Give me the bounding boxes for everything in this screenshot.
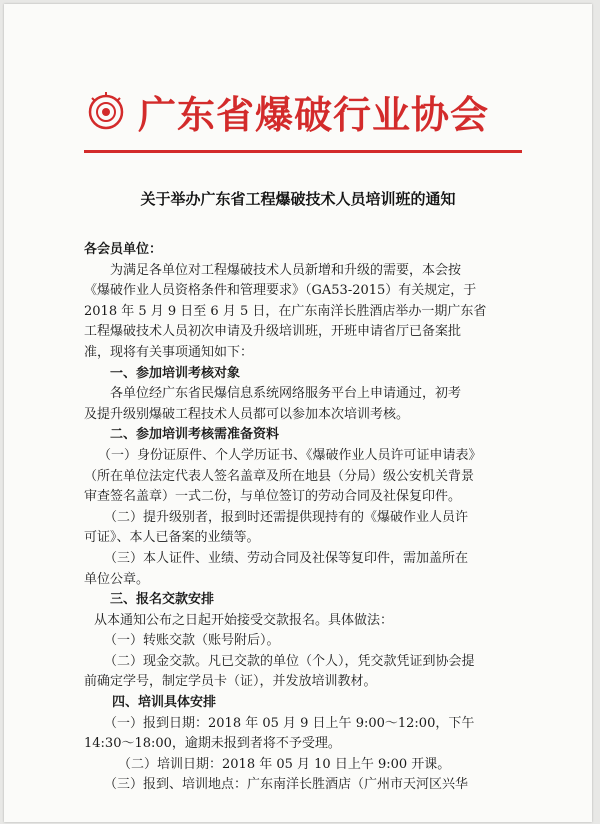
- paragraph-line: 2018 年 5 月 9 日至 6 月 5 日，在广东南洋长胜酒店举办一期广东省: [84, 303, 487, 319]
- paragraph-line: 为满足各单位对工程爆破技术人员新增和升级的需要，本会按: [110, 262, 462, 278]
- org-name: 广东省爆破行业协会: [138, 93, 490, 137]
- paragraph-line: 《爆破作业人员资格条件和管理要求》（GA53-2015）有关规定，于: [84, 283, 477, 299]
- paragraph-line: 从本通知公布之日起开始接受交款报名。具体做法：: [94, 612, 394, 628]
- paragraph-line: （三）报到、培训地点：广东南洋长胜酒店（广州市天河区兴华: [104, 777, 469, 793]
- paragraph-line: （所在单位法定代表人签名盖章及所在地县（分局）级公安机关背景: [84, 468, 475, 484]
- paragraph-line: 可证》、本人已备案的业绩等。: [84, 530, 260, 546]
- document-page: [4, 4, 592, 822]
- paragraph-line: （一）身份证原件、个人学历证书、《爆破作业人员许可证申请表》: [98, 447, 482, 463]
- section-heading: 四、培训具体安排: [112, 695, 217, 711]
- paragraph-line: （二）培训日期：2018 年 05 月 10 日上午 9:00 开课。: [118, 756, 451, 772]
- notice-title: 关于举办广东省工程爆破技术人员培训班的通知: [140, 190, 456, 208]
- paragraph-line: 14:30～18:00，逾期未报到者将不予受理。: [84, 736, 341, 752]
- section-heading: 三、报名交款安排: [110, 592, 215, 608]
- paragraph-line: （一）转账交款（账号附后）。: [104, 633, 280, 649]
- letterhead: [4, 74, 592, 154]
- paragraph-line: 前确定学号，制定学员卡（证），并发放培训教材。: [84, 674, 377, 690]
- paragraph-line: （二）现金交款。凡已交款的单位（个人），凭交款凭证到协会提: [104, 653, 475, 669]
- blast-target-logo-icon: [84, 90, 128, 134]
- salutation: 各会员单位：: [84, 242, 163, 257]
- paragraph-line: 单位公章。: [84, 571, 150, 587]
- section-heading: 一、参加培训考核对象: [110, 365, 241, 381]
- notice-body: [84, 240, 522, 796]
- paragraph-line: 各单位经广东省民爆信息系统网络服务平台上申请通过，初考: [110, 386, 462, 402]
- paragraph-line: 审查签名盖章）一式二份，与单位签订的劳动合同及社保复印件。: [84, 489, 462, 505]
- paragraph-line: 工程爆破技术人员初次申请及升级培训班，开班申请省厅已备案批: [84, 324, 462, 340]
- paragraph-line: 准，现将有关事项通知如下：: [84, 344, 254, 360]
- paragraph-line: （二）提升级别者，报到时还需提供现持有的《爆破作业人员许: [104, 509, 469, 525]
- section-heading: 二、参加培训考核需准备资料: [110, 427, 280, 443]
- paragraph-line: 及提升级别爆破工程技术人员都可以参加本次培训考核。: [84, 406, 410, 422]
- paragraph-line: （一）报到日期：2018 年 05 月 9 日上午 9:00～12:00，下午: [104, 715, 475, 731]
- letterhead-divider: [84, 150, 522, 153]
- paragraph-line: （三）本人证件、业绩、劳动合同及社保等复印件，需加盖所在: [104, 550, 469, 566]
